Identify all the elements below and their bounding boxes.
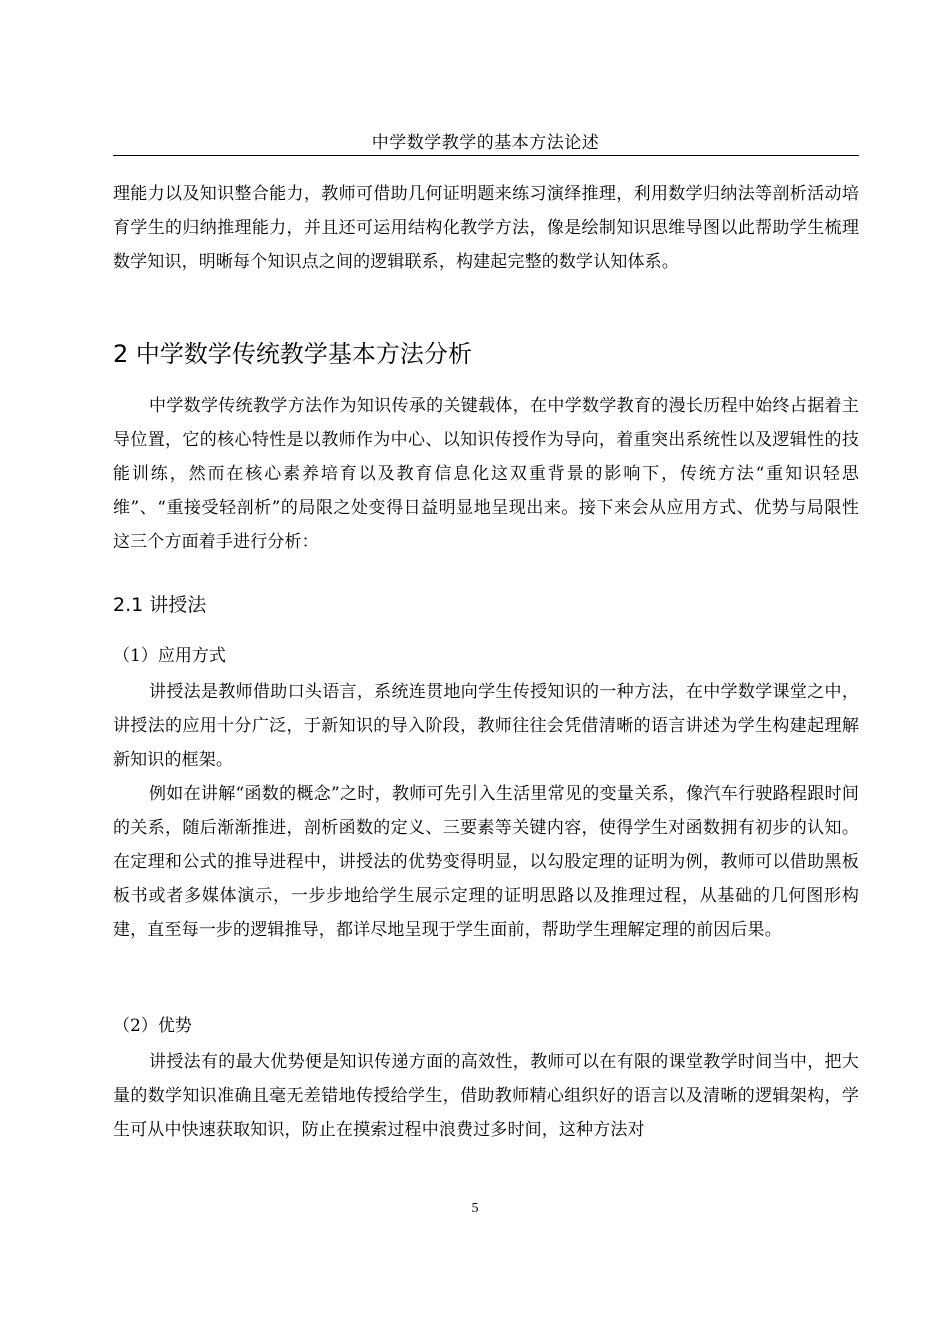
function-example-paragraph: 例如在讲解“函数的概念”之时，教师可先引入生活里常见的变量关系，像汽车行驶路程跟时间的关系，随后渐渐推进，剖析函数的定义、三要素等关键内容，使得学生对函数拥有初步的认知。在定理和公式的推导进程中，讲授法的优势变得明显，以勾股定理的证明为例，教师可以借助黑板板书或者多媒体演示，一步步地给学生展示定理的证明思路以及推理过程，从基础的几何图形构建，直至每一步的逻辑推导，都详尽地呈现于学生面前，帮助学生理解定理的前因后果。 [113,784,859,940]
running-header: 中学数学教学的基本方法论述 [371,133,600,153]
header-divider [113,155,859,156]
section-intro-paragraph: 中学数学传统教学方法作为知识传承的关键载体，在中学数学教育的漫长历程中始终占据着主导位置，它的核心特性是以教师作为中心、以知识传授作为导向，着重突出系统性以及逻辑性的技能训练，然而在核心素养培育以及教育信息化这双重背景的影响下，传统方法“重知识轻思维”、“重接受轻剖析”的局限之处变得日益明显地呈现出来。接下来会从应用方式、优势与局限性这三个方面着手进行分析： [113,396,859,552]
section-heading: 2 中学数学传统教学基本方法分析 [113,340,472,368]
page-number: 5 [471,1201,479,1216]
subsection-heading: 2.1 讲授法 [113,594,207,616]
lecture-method-paragraph: 讲授法是教师借助口头语言，系统连贯地向学生传授知识的一种方法，在中学数学课堂之中，讲授法的应用十分广泛，于新知识的导入阶段，教师往往会凭借清晰的语言讲述为学生构建起理解新知识的框架。 [113,682,859,770]
advantage-paragraph: 讲授法有的最大优势便是知识传递方面的高效性，教师可以在有限的课堂教学时间当中，把大量的数学知识准确且毫无差错地传授给学生，借助教师精心组织好的语言以及清晰的逻辑架构，学生可从中快速获取知识，防止在摸索过程中浪费过多时间，这种方法对 [113,1052,859,1140]
item-heading-application: （1）应用方式 [113,646,226,666]
continuation-paragraph: 理能力以及知识整合能力，教师可借助几何证明题来练习演绎推理，利用数学归纳法等剖析活动培育学生的归纳推理能力，并且还可运用结构化教学方法，像是绘制知识思维导图以此帮助学生梳理数学知识，明晰每个知识点之间的逻辑联系，构建起完整的数学认知体系。 [113,184,859,272]
item-heading-advantage: （2）优势 [113,1016,192,1036]
